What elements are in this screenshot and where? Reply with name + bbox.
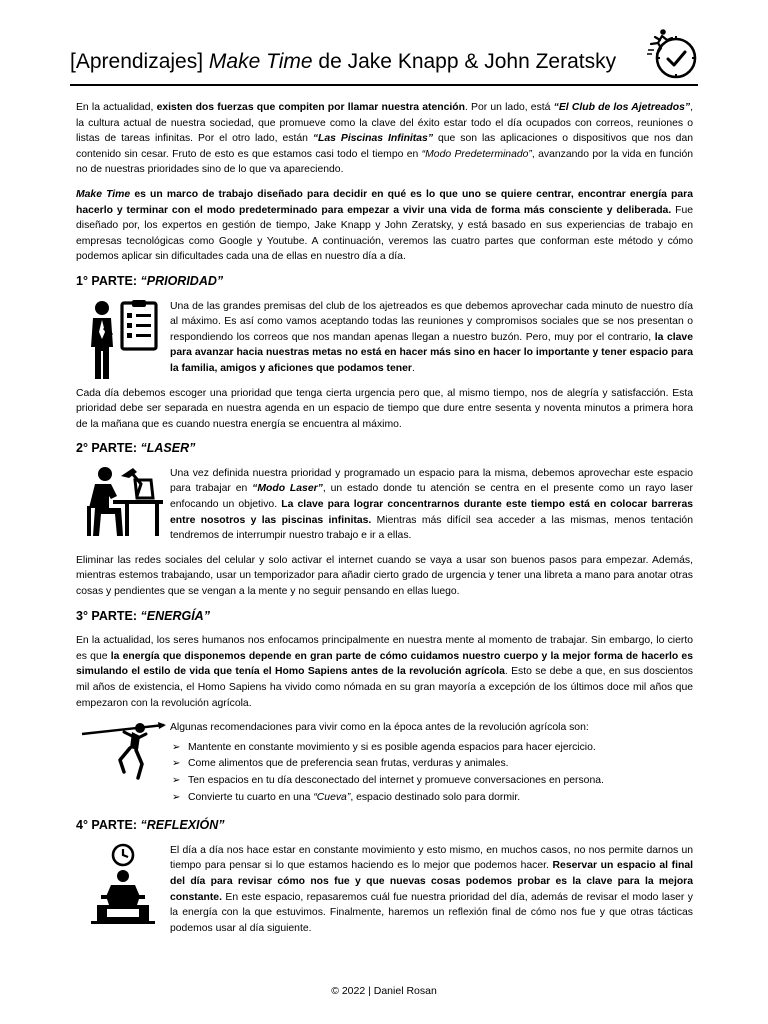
clock-desk-icon bbox=[83, 843, 163, 925]
list-item bbox=[170, 756, 693, 772]
page-header bbox=[70, 28, 698, 88]
section-energia-body bbox=[76, 720, 693, 806]
text-run: “Modo Predeterminado” bbox=[421, 148, 532, 160]
text-run: La clave para lograr concentrarnos durante este tiempo está en colocar barreras entre nosotros y las piscinas infinitas. bbox=[170, 499, 694, 526]
text-run: Eliminar las redes sociales del celular y solo activar el internet cuando se vaya a usar son buenos pasos para empezar. Además, mientras estemos trabajando, usar un temporizador para añadir cierto grado de urgencia y tener una libreta a mano para anotar otras cosas y pendientes que se vengan a la mente y no seguir pensando en ellas luego. bbox=[76, 554, 693, 598]
text-run: Una de las grandes premisas del club de los ajetreados es que debemos aprovechar cada minuto de nuestro día al máximo. Es así como vamos aceptando todas las reuniones y compromisos sociales que se nos presentan o respondiendo los correos que nos mandan apenas llegan a nuestro buzón. Pero, muy por el contrario, bbox=[170, 300, 693, 343]
text-run: “El Club de los Ajetreados” bbox=[553, 102, 691, 113]
text-run: es un marco de trabajo diseñado para decidir en qué es lo que uno se quiere centrar, encontrar energía para hacerlo y terminar con el modo predeterminado para empezar a vivir una vida de forma más consciente y deliberada. bbox=[76, 188, 693, 216]
text-run: En este espacio, repasaremos cuál fue nuestra prioridad del día, además de revisar el modo laser y la energía con la que estuvimos. Finalmente, haremos un reflexión final de cómo nos fue y que otras tácticas podemos usar al día siguiente. bbox=[170, 891, 693, 934]
title-suffix: de Jake Knapp & John Zeratsky bbox=[312, 50, 617, 73]
text-run: Mantente en constante movimiento y si es posible agenda espacios para hacer ejercicio. bbox=[188, 741, 596, 753]
text-run: Cada día debemos escoger una prioridad que tenga cierta urgencia pero que, al mismo tiempo, nos de alegría y satisfacción. Esta prioridad debe ser separada en nuestra agenda en un espacio de tiempo que dure entre sesenta y noventa minutos a primera hora de la mañana que es cuando nuestra energía se encuentra al máximo. bbox=[76, 387, 693, 430]
text-run: Reservar un espacio al final del día para revisar cómo nos fue y que nuevas cosas podemos probar es la clave para la mejora constante. bbox=[170, 860, 693, 903]
section-heading-prioridad bbox=[76, 274, 693, 290]
section-number: 3° PARTE: bbox=[76, 608, 141, 623]
section-number: 4° PARTE: bbox=[76, 818, 141, 833]
icon-cell bbox=[76, 466, 170, 553]
text-run: , un estado donde tu atención se centra en el presente como un rayo laser enfocando un objetivo. bbox=[170, 483, 694, 511]
title-prefix: [Aprendizajes] bbox=[70, 50, 209, 73]
text-run: “Las Piscinas Infinitas” bbox=[312, 133, 434, 145]
section-laser-after bbox=[76, 553, 693, 600]
section-reflexion-body bbox=[76, 843, 693, 946]
person-checklist-icon bbox=[86, 299, 160, 381]
section-name: “LASER” bbox=[140, 441, 196, 456]
section-laser-body bbox=[76, 466, 693, 553]
section-heading-energia bbox=[76, 609, 693, 625]
icon-cell bbox=[76, 843, 170, 946]
page-title bbox=[70, 50, 616, 74]
list-item bbox=[170, 790, 693, 806]
intro-paragraph-2 bbox=[76, 187, 693, 265]
section-name: “PRIORIDAD” bbox=[140, 273, 224, 288]
text-run: El día a día nos hace estar en constante movimiento y esto mismo, en muchos casos, no nos permite darnos un tiempo para pensar si lo que estamos haciendo es lo mejor que podemos hacer. bbox=[170, 844, 693, 872]
text-run: , avanzando por la vida en función no de nuestras prioridades sino de lo que va apareciendo. bbox=[76, 148, 694, 176]
spear-hunter-icon bbox=[80, 720, 166, 786]
text-run: Una vez definida nuestra prioridad y programado un espacio para la misma, debemos aprovechar este espacio para trabajar en bbox=[170, 467, 693, 495]
recommendations-list bbox=[170, 740, 693, 805]
section-energia-before bbox=[76, 633, 693, 711]
text-run: En la actualidad, los seres humanos nos enfocamos principalmente en nuestra mente al momento de trabajar. Sin embargo, lo cierto es que bbox=[76, 635, 693, 662]
section-number: 2° PARTE: bbox=[76, 441, 141, 456]
text-run: existen dos fuerzas que compiten por llamar nuestra atención bbox=[156, 102, 465, 113]
text-run: . Por un lado, está bbox=[464, 102, 554, 113]
list-item bbox=[170, 740, 693, 756]
text-run: Fue diseñado por, los expertos en gestión de tiempo, Jake Knapp y John Zeratsky, y está basado en sus experiencias de trabajo en empresas tecnológicas como Google y Youtube. A continuación, veremos las cuatro partes que conforman este método y cómo podemos aplicar sin dificultades cada una de ellas en nuestro día a día. bbox=[76, 204, 693, 263]
article-body bbox=[76, 100, 693, 945]
text-run: . Esto se debe a que, en sus doscientos mil años de existencia, el Homo Sapiens ha vivido como nómada en su gran mayoría a excepción de los últimos doce mil años que empezaron con la revolución agrícola. bbox=[76, 666, 693, 709]
text-run: “Modo Laser” bbox=[252, 483, 323, 495]
section-number: 1° PARTE: bbox=[76, 273, 141, 288]
intro-paragraph-1 bbox=[76, 100, 693, 178]
icon-cell bbox=[76, 720, 170, 806]
page-footer: © 2022 | Daniel Rosan bbox=[331, 985, 437, 997]
section-name: “REFLEXIÓN” bbox=[140, 818, 225, 833]
section-laser-text bbox=[170, 466, 693, 544]
section-prioridad-body bbox=[76, 299, 693, 386]
text-run: Ten espacios en tu día desconectado del internet y promueve conversaciones en persona. bbox=[188, 774, 604, 786]
title-book: Make Time bbox=[208, 50, 313, 73]
text-run: Mientras más difícil sea acceder a las mismas, menos tentación tendremos de interrumpir nuestro trabajo e ir a ellas. bbox=[170, 514, 693, 542]
header-rule bbox=[70, 84, 698, 86]
text-run: En la actualidad, bbox=[76, 102, 157, 113]
section-prioridad-text bbox=[170, 299, 693, 377]
text-run: que son las aplicaciones o dispositivos que nos dan contenido sin cesar. Fruto de esto es que estamos casi todo el tiempo en bbox=[76, 133, 693, 160]
section-energia-intro: Algunas recomendaciones para vivir como en la época antes de la revolución agrícola son: bbox=[170, 722, 589, 734]
section-heading-laser bbox=[76, 441, 693, 457]
icon-cell bbox=[76, 299, 170, 386]
text-run: , la cultura actual de nuestra sociedad, que promueve como la clave del éxito estar todo el día ocupados con correos, reuniones o listas de tareas infinitas. Por el otro lado, están bbox=[76, 102, 693, 145]
text-run: Make Time bbox=[76, 188, 131, 200]
desk-worker-icon bbox=[81, 466, 165, 538]
text-run: la energía que disponemos depende en gran parte de cómo cuidamos nuestro cuerpo y la mejor forma de hacerlo es simulando el estilo de vida que tenía el Homo Sapiens antes de la revolución agrícola bbox=[76, 650, 693, 678]
text-run: “Cueva” bbox=[313, 791, 351, 803]
text-run: Convierte tu cuarto en una bbox=[188, 791, 314, 803]
text-run: . bbox=[411, 362, 415, 374]
text-run: , espacio destinado solo para dormir. bbox=[350, 791, 521, 803]
section-reflexion-text bbox=[170, 843, 693, 937]
section-name: “ENERGÍA” bbox=[140, 608, 210, 623]
list-item bbox=[170, 773, 693, 789]
text-run: la clave para avanzar hacia nuestras metas no está en hacer más sino en hacer lo importante y tener espacio para la familia, amigos y aficiones que podamos tener bbox=[170, 331, 693, 374]
text-run: Come alimentos que de preferencia sean frutas, verduras y animales. bbox=[188, 758, 509, 770]
running-clock-logo-icon bbox=[646, 28, 698, 80]
section-prioridad-after bbox=[76, 386, 693, 433]
section-heading-reflexion bbox=[76, 818, 693, 834]
